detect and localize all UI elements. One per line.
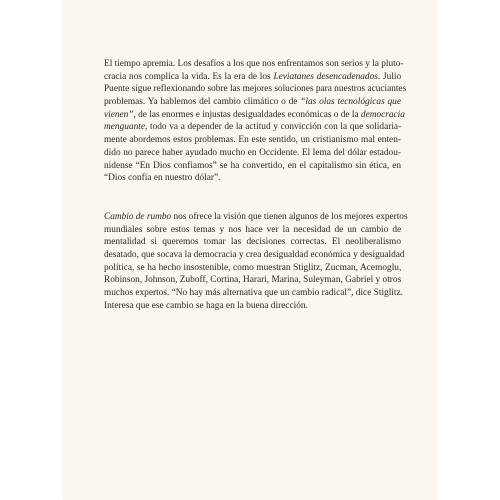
text-run: Robinson, Johnson, Zuboff, Cortina, Harari, Marina, Suleyman, Gabriel y otros [104, 275, 402, 286]
text-run: mundiales sobre estos temas y nos hace ver la necesidad de un cambio de [104, 224, 402, 235]
text-run: política, se ha hecho insostenible, como muestran Stiglitz, Zucman, Acemoglu, [104, 262, 402, 273]
text-line [104, 160, 401, 173]
text-line [104, 58, 404, 71]
italic-text: Cambio de rumbo [104, 212, 172, 222]
text-line [104, 224, 401, 237]
text-run: problemas. Ya hablemos del cambio climático o de [104, 97, 301, 108]
text-run: , de las enormes e injustas desigualdades económicas o de la [133, 109, 361, 120]
text-run: muchos expertos. “No hay más alternativa que un cambio radical”, dice Stiglitz. [104, 288, 403, 299]
text-line [104, 109, 405, 122]
text-line [104, 249, 405, 262]
italic-text: “las olas tecnológicas que [300, 97, 401, 108]
text-line [104, 134, 401, 147]
text-run: nos ofrece la visión que tienen algunos de los mejores expertos [171, 212, 408, 222]
text-line [104, 71, 401, 84]
italic-text: Leviatanes desencadenados [273, 71, 378, 82]
text-line [104, 211, 408, 224]
text-run: El tiempo apremia. Los desafíos a los que nos enfrentamos son serios y la pluto- [104, 59, 404, 69]
text-line [104, 287, 401, 300]
text-run: , todo va a depender de la actitud y convicción con la que solidaria- [145, 122, 402, 133]
text-line [104, 147, 401, 160]
text-line [104, 83, 407, 96]
text-run: cracia nos complica la vida. Es la era de los [104, 71, 274, 82]
text-run: . Julio [377, 71, 402, 82]
italic-text: democracia [360, 109, 405, 120]
paragraph-1 [104, 58, 407, 185]
text-run: mente abordemos estos problemas. En este sentido, un cristianismo mal enten- [104, 135, 401, 146]
text-run: Interesa que ese cambio se haga en la buena dirección. [104, 300, 308, 311]
text-run: nidense “En Dios confiamos” se ha convertido, en el capitalismo sin ética, en [104, 160, 402, 171]
italic-text: vienen” [104, 109, 134, 120]
text-line [104, 96, 401, 109]
text-run: “Dios confía en nuestro dólar”. [104, 173, 221, 184]
text-line [104, 236, 401, 249]
text-line [104, 172, 401, 185]
italic-text: menguante [104, 122, 145, 133]
text-line [104, 262, 401, 275]
text-run: Puente sigue reflexionando sobre las mejores soluciones para nuestros acuciantes [104, 84, 407, 95]
text-line [104, 121, 401, 134]
text-run: desatado, que socava la democracia y crea desigualdad económica y desigualdad [104, 250, 405, 261]
text-line [104, 300, 401, 313]
paragraph-2 [104, 211, 408, 313]
text-run: dido no parece haber ayudado mucho en Occidente. El lema del dólar estadou- [104, 147, 401, 158]
text-run: mentalidad si queremos tomar las decisiones correctas. El neoliberalismo [104, 237, 401, 248]
text-line [104, 274, 401, 287]
